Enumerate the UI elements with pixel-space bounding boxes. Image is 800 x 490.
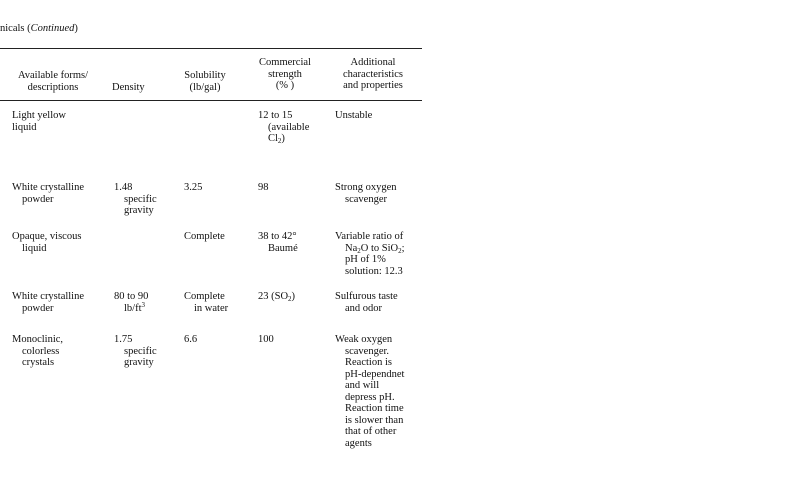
table-row-5-forms: Monoclinic, colorless crystals: [12, 334, 64, 368]
table-row-2-additional: Strong oxygen scavenger: [335, 182, 397, 205]
table-row-3-additional: Variable ratio of $Na_2O$ to SiO$_2$; pH of 1% solution: 12.3: [335, 231, 405, 277]
header-commercial-strength: Commercial strength (% ): [259, 57, 311, 91]
header-additional-characteristics: Additional characteristics and properties: [342, 57, 404, 91]
table-row-3-solubility: Complete: [184, 231, 225, 242]
table-row-4-additional: Sulfurous taste and odor: [335, 291, 398, 314]
table-top-rule: [0, 48, 422, 49]
table-row-1-strength: 12 to 15 (available $Cl_2$): [258, 110, 310, 145]
table-row-2-density: 1.48 specific gravity: [114, 182, 157, 216]
table-row-4-forms: White crystalline powder: [12, 291, 85, 314]
table-row-4-density: 80 to 90 $lb/ft^3$: [114, 291, 149, 314]
table-row-1-forms: Light yellow liquid: [12, 110, 66, 133]
header-density: Density: [112, 82, 145, 93]
header-available-forms: Available forms/ descriptions: [17, 70, 89, 93]
table-header-rule: [0, 100, 422, 101]
table-row-5-additional: Weak oxygen scavenger. Reaction is pH-dependnet and will depress pH. Reaction time is slower than that of other agents: [335, 334, 405, 449]
table-row-4-strength: 23 $(SO_2)$: [258, 291, 296, 303]
table-row-5-density: 1.75 specific gravity: [114, 334, 157, 368]
table-row-2-forms: White crystalline powder: [12, 182, 85, 205]
table-row-3-forms: Opaque, viscous liquid: [12, 231, 82, 254]
table-caption: nicals (Continued): [0, 23, 78, 34]
table-row-5-strength: 100: [258, 334, 274, 345]
table-row-1-additional: Unstable: [335, 110, 373, 121]
table-row-3-strength: 38 to 42° Baumé: [258, 231, 298, 254]
table-row-2-solubility: 3.25: [184, 182, 203, 193]
header-solubility: Solubility (lb/gal): [184, 70, 226, 93]
table-row-4-solubility: Complete in water: [184, 291, 229, 314]
table-row-2-strength: 98: [258, 182, 269, 193]
table-row-5-solubility: 6.6: [184, 334, 198, 345]
